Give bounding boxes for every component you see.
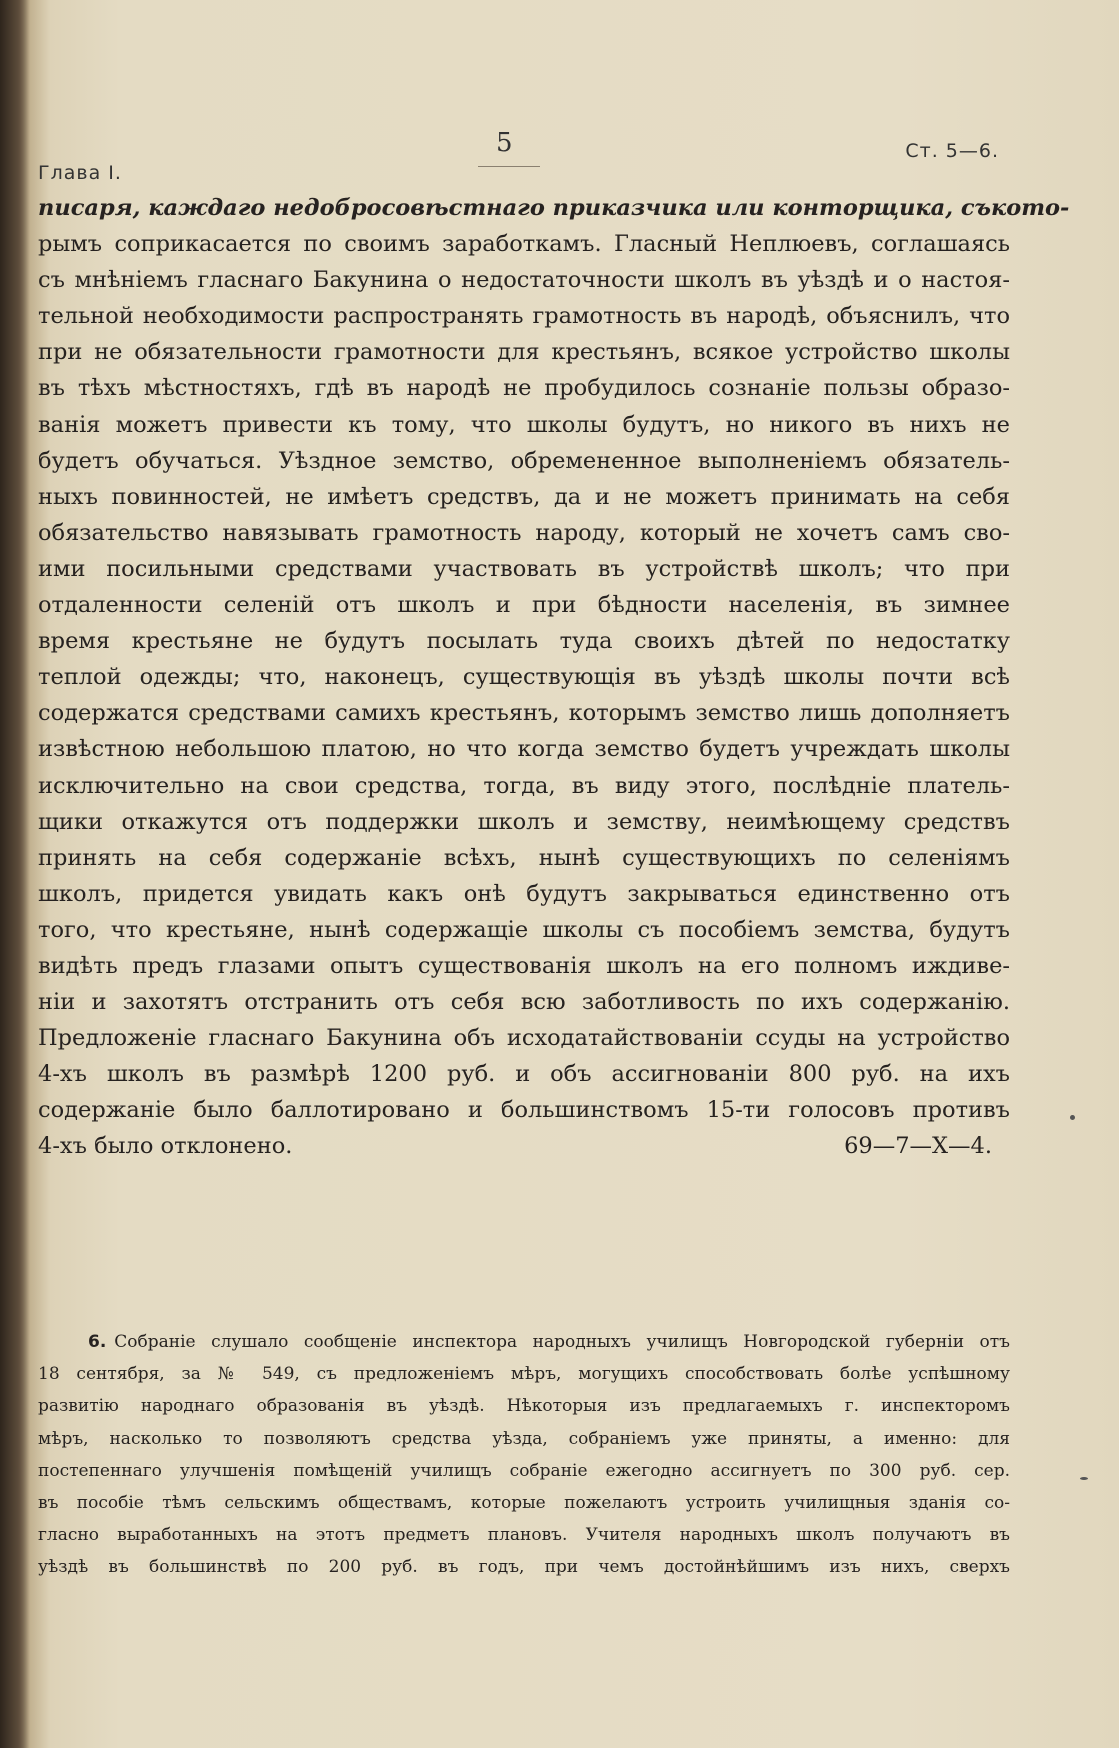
body-text — [38, 190, 1070, 1165]
column-reference: Ст. 5—6. — [905, 140, 999, 162]
page-number: 5 — [496, 128, 513, 158]
body-line-italic: писаря, каждаго недобросовѣстнаго приказчика или конторщика, съкото- — [38, 195, 1070, 221]
page-number-rule — [478, 166, 540, 167]
margin-speck — [1070, 1115, 1075, 1120]
body-line: ими посильными средствами участвовать въ устройствѣ школъ; что при — [38, 555, 1010, 582]
book-spine-shadow — [0, 0, 30, 1748]
body-line: Предложеніе гласнаго Бакунина объ исходатайствованіи ссуды на устройство — [38, 1025, 1010, 1052]
body-line: исключительно на свои средства, тогда, въ виду этого, послѣдніе платель- — [38, 772, 1010, 799]
body-line: извѣстною небольшою платою, но что когда земство будетъ учреждать школы — [38, 736, 1010, 763]
body-line: ныхъ повинностей, не имѣетъ средствъ, да и не можетъ принимать на себя — [38, 483, 1010, 510]
body-line: 4-хъ школъ въ размѣрѣ 1200 руб. и объ ассигнованіи 800 руб. на ихъ — [38, 1061, 1010, 1088]
body-line: теплой одежды; что, наконецъ, существующія въ уѣздѣ школы почти всѣ — [38, 664, 1010, 691]
vote-result: 69—7—Х—4. — [844, 1133, 992, 1160]
note-line-text: Собраніе слушало сообщеніе инспектора народныхъ училищъ Новгородской губерніи отъ — [114, 1332, 1010, 1352]
body-line: школъ, придется увидать какъ онѣ будутъ закрываться единственно отъ — [38, 880, 1010, 907]
body-line-final — [38, 1128, 1010, 1164]
paragraph-number: 6. — [88, 1332, 107, 1352]
chapter-label: Глава I. — [38, 162, 122, 184]
body-line: въ тѣхъ мѣстностяхъ, гдѣ въ народѣ не пробудилось сознаніе пользы образо- — [38, 375, 1010, 402]
body-line: принять на себя содержаніе всѣхъ, нынѣ существующихъ по селеніямъ — [38, 844, 1010, 871]
body-line: видѣть предъ глазами опытъ существованія школъ на его полномъ иждиве- — [38, 952, 1010, 979]
note-line: 18 сентября, за № 549, съ предложеніемъ мѣръ, могущихъ способствовать болѣе успѣшному — [38, 1364, 1010, 1385]
numbered-paragraph — [38, 1326, 1010, 1584]
body-line: ніи и захотятъ отстранить отъ себя всю заботливость по ихъ содержанію. — [38, 989, 1010, 1016]
body-line: ванія можетъ привести къ тому, что школы будутъ, но никого въ нихъ не — [38, 411, 1010, 438]
note-line: развитію народнаго образованія въ уѣздѣ. Нѣкоторыя изъ предлагаемыхъ г. инспекторомъ — [38, 1396, 1010, 1417]
note-line: уѣздѣ въ большинствѣ по 200 руб. въ годъ, при чемъ достойнѣйшимъ изъ нихъ, сверхъ — [38, 1557, 1010, 1578]
body-line-final-text: 4-хъ было отклонено. — [38, 1133, 293, 1160]
body-line: съ мнѣніемъ гласнаго Бакунина о недостаточности школъ въ уѣздѣ и о настоя- — [38, 267, 1010, 294]
body-line: того, что крестьяне, нынѣ содержащіе школы съ пособіемъ земства, будутъ — [38, 916, 1010, 943]
note-line: мѣръ, насколько то позволяютъ средства уѣзда, собраніемъ уже приняты, а именно: для — [38, 1428, 1010, 1449]
body-line: тельной необходимости распространять грамотность въ народѣ, объяснилъ, что — [38, 303, 1010, 330]
note-line — [38, 1326, 1010, 1358]
margin-speck — [1080, 1477, 1088, 1480]
note-line: постепеннаго улучшенія помѣщеній училищъ собраніе ежегодно ассигнуетъ по 300 руб. сер. — [38, 1460, 1010, 1481]
body-line — [38, 190, 1070, 226]
body-line: содержаніе было баллотировано и большинствомъ 15-ти голосовъ противъ — [38, 1097, 1010, 1124]
body-line: щики откажутся отъ поддержки школъ и земству, неимѣющему средствъ — [38, 808, 1010, 835]
body-line: содержатся средствами самихъ крестьянъ, которымъ земство лишь дополняетъ — [38, 700, 1010, 727]
body-line: время крестьяне не будутъ посылать туда своихъ дѣтей по недостатку — [38, 628, 1010, 655]
note-line: гласно выработанныхъ на этотъ предметъ плановъ. Учителя народныхъ школъ получаютъ въ — [38, 1525, 1010, 1546]
body-line: отдаленности селеній отъ школъ и при бѣдности населенія, въ зимнее — [38, 592, 1010, 619]
body-line: будетъ обучаться. Уѣздное земство, обремененное выполненіемъ обязатель- — [38, 447, 1010, 474]
body-line: при не обязательности грамотности для крестьянъ, всякое устройство школы — [38, 339, 1010, 366]
body-line: обязательство навязывать грамотность народу, который не хочетъ самъ сво- — [38, 519, 1010, 546]
body-line: рымъ соприкасается по своимъ заработкамъ. Гласный Неплюевъ, соглашаясь — [38, 231, 1010, 258]
page-header — [38, 128, 999, 184]
note-line: въ пособіе тѣмъ сельскимъ обществамъ, которые пожелаютъ устроить училищныя зданія со- — [38, 1492, 1010, 1513]
